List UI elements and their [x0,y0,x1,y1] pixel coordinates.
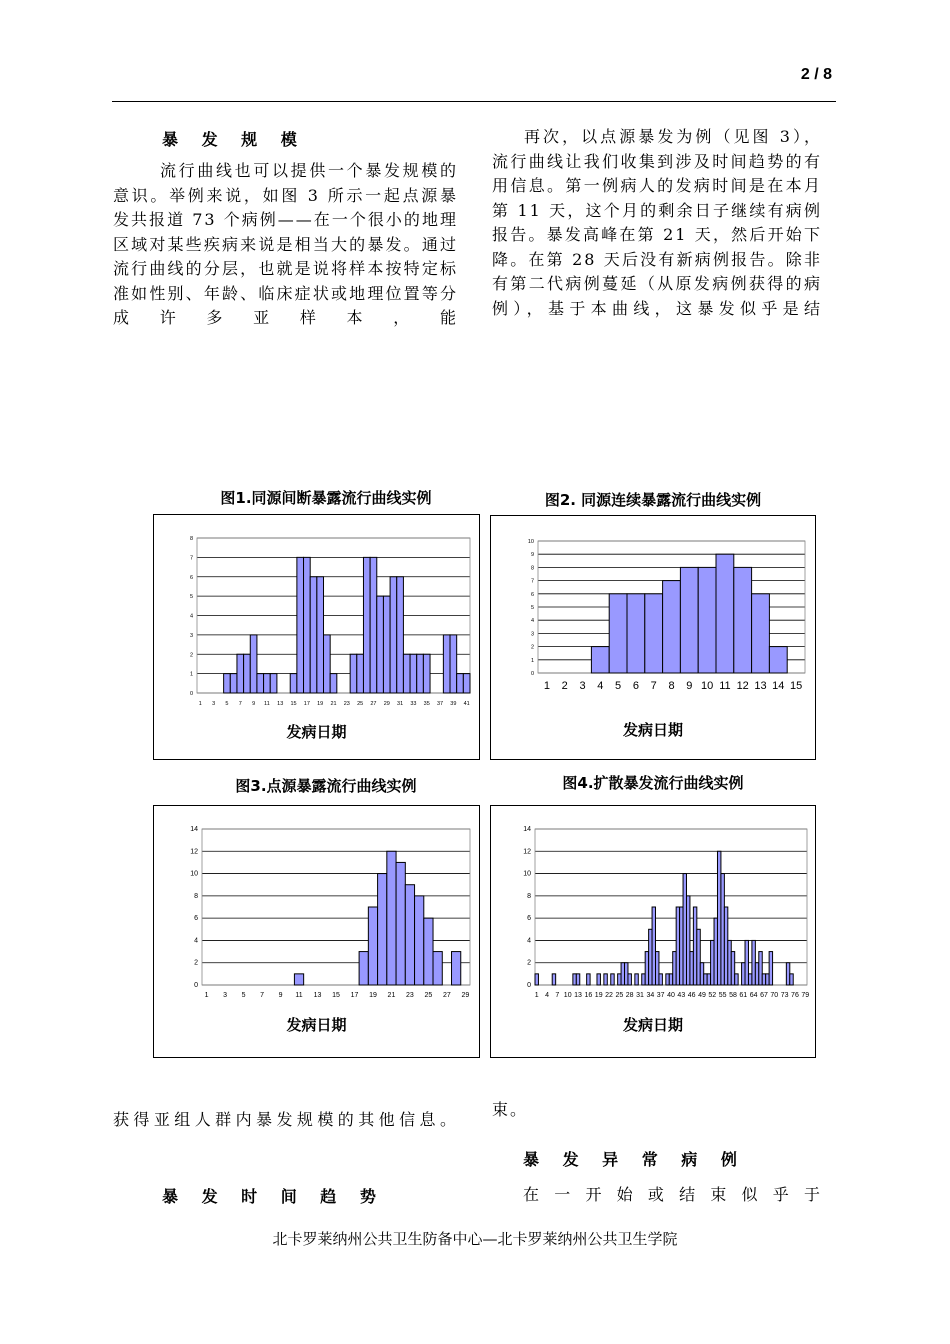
bar [759,952,762,985]
heading-outbreak-size: 暴 发 规 模 [162,130,306,149]
x-tick-label: 11 [719,680,731,692]
x-tick-label: 8 [668,680,675,692]
bar [433,952,442,985]
y-tick-label: 5 [189,594,193,601]
bar [659,974,662,985]
x-tick-label: 10 [700,680,714,692]
chart-title-2: 图2. 同源连续暴露流行曲线实例 [544,491,762,509]
y-tick-label: 8 [189,536,193,542]
chart-4-xlabel: 发病日期 [622,1016,683,1034]
bar [731,952,734,985]
heading-time-trend: 暴 发 时 间 趋 势 [162,1187,385,1206]
x-tick-label: 76 [791,992,799,999]
x-tick-label: 22 [605,992,613,999]
x-tick-label: 25 [357,701,364,707]
bar [415,896,424,985]
x-tick-label: 15 [290,701,297,707]
bar [573,974,576,985]
bar [676,907,679,985]
x-tick-label: 1 [543,680,550,692]
bar [383,596,390,693]
x-tick-label: 70 [770,992,779,999]
x-tick-label: 7 [238,701,242,707]
bar [604,974,607,985]
x-tick-label: 4 [597,680,604,692]
bar [535,974,538,985]
bar [410,654,417,693]
x-tick-label: 39 [450,701,457,707]
bar [310,577,317,693]
x-tick-label: 37 [436,701,444,707]
bar [728,940,731,985]
x-tick-label: 49 [698,992,706,999]
x-tick-label: 19 [317,701,324,707]
header-rule [112,101,836,102]
bar [752,940,755,985]
x-tick-label: 43 [677,992,686,999]
right-paragraph-1-text: 再次，以点源暴发为例（见图 3），流行曲线让我们收集到涉及时间趋势的有用信息。第一例病人的发病时间是在本月第 11 天，这个月的剩余日子继续有病例报告。暴发高峰在第 21 天，然后开始下降。在第 28 天后没有新病例报告。除非有第二代病例蔓延（从原发病例获得的病例），基于本曲线，这暴发似乎是结 [492,127,822,318]
bar [609,594,627,673]
x-tick-label: 31 [397,701,404,707]
x-tick-label: 41 [463,701,470,707]
bar [417,654,424,693]
y-tick-label: 3 [530,631,534,638]
bar [724,907,727,985]
bar [297,557,304,693]
bar [405,885,414,985]
y-tick-label: 2 [527,959,531,967]
chart-4-plot [491,806,815,1006]
y-tick-label: 4 [189,613,193,620]
x-tick-label: 58 [729,992,737,999]
bar [697,929,700,985]
x-tick-label: 13 [574,992,582,999]
bar [673,952,676,985]
x-tick-label: 19 [594,992,603,999]
y-tick-label: 10 [523,870,531,878]
x-tick-label: 2 [561,680,568,692]
bar [742,963,745,985]
y-tick-label: 1 [189,671,193,678]
bar [663,581,681,673]
y-tick-label: 12 [190,848,198,856]
bar [324,635,331,693]
x-tick-label: 19 [369,992,377,999]
bar [704,974,707,985]
x-tick-label: 7 [260,992,265,999]
x-tick-label: 23 [406,992,414,999]
x-tick-label: 5 [615,680,622,692]
y-tick-label: 2 [189,652,193,659]
page-footer: 北卡罗莱纳州公共卫生防备中心—北卡罗莱纳州公共卫生学院 [272,1230,678,1248]
bar [734,567,752,673]
bar [680,907,683,985]
y-tick-label: 0 [194,982,198,989]
bar [698,567,716,673]
x-tick-label: 25 [424,992,433,999]
bar [611,974,614,985]
x-tick-label: 52 [708,992,717,999]
bar [359,952,368,985]
x-tick-label: 27 [442,992,451,999]
y-tick-label: 2 [530,644,534,651]
x-tick-label: 5 [241,992,246,999]
bar [290,674,297,693]
right-paragraph-3 [523,1183,822,1208]
bar [649,929,652,985]
bar [377,596,384,693]
bar [424,918,433,985]
x-tick-label: 9 [278,992,283,999]
chart-3-xlabel: 发病日期 [286,1016,347,1034]
chart-2-xlabel: 发病日期 [622,721,683,739]
chart-title-4: 图4.扩散暴发流行曲线实例 [562,774,744,792]
x-tick-label: 34 [646,992,655,999]
bar [250,635,257,693]
bar [452,952,461,985]
x-tick-label: 40 [667,992,675,999]
bar [693,907,696,985]
y-tick-label: 8 [527,892,531,900]
bar [463,674,470,693]
chart-frame-4 [490,805,816,1058]
bar [717,851,720,985]
x-tick-label: 21 [330,701,337,707]
x-tick-label: 61 [739,992,748,999]
x-tick-label: 1 [204,992,209,999]
x-tick-label: 21 [387,992,396,999]
bar [690,952,693,985]
bar [587,974,590,985]
y-tick-label: 6 [530,591,534,598]
x-tick-label: 46 [687,992,696,999]
bar [628,974,631,985]
left-paragraph-2 [113,1108,458,1133]
bar [357,654,364,693]
bar [721,874,724,985]
bar [711,940,714,985]
page-number: 2 / 8 [800,66,832,83]
x-tick-label: 14 [772,680,785,692]
x-tick-label: 23 [343,701,350,707]
y-tick-label: 8 [530,565,534,572]
bar [645,594,663,673]
x-tick-label: 28 [625,992,634,999]
right-paragraph-3-text: 在一开始或结束似乎于 [523,1185,822,1204]
bar [766,974,769,985]
bar [752,594,770,673]
x-tick-label: 17 [350,992,359,999]
bar [304,557,311,693]
x-tick-label: 13 [277,701,284,707]
chart-3-plot [154,806,479,1006]
bar [378,874,387,985]
chart-title-1: 图1.同源间断暴露流行曲线实例 [220,489,432,507]
x-tick-label: 33 [410,701,417,707]
bar [576,974,579,985]
x-tick-label: 25 [615,992,624,999]
bar [755,963,758,985]
bar [669,974,672,985]
bar [652,907,655,985]
chart-frame-3 [153,805,480,1058]
y-tick-label: 6 [527,915,531,923]
bar [317,577,324,693]
x-tick-label: 9 [252,701,256,707]
x-tick-label: 37 [656,992,665,999]
x-tick-label: 27 [370,701,377,707]
x-tick-label: 4 [545,992,550,999]
bar [635,974,638,985]
y-tick-label: 7 [530,578,534,585]
bar [552,974,555,985]
x-tick-label: 11 [264,701,270,707]
x-tick-label: 15 [332,992,340,999]
x-tick-label: 1 [534,992,539,999]
bar [264,674,271,693]
bar [257,674,264,693]
bar [390,577,397,693]
x-tick-label: 11 [295,992,303,999]
x-tick-label: 7 [555,992,560,999]
bar [224,674,231,693]
bar [230,674,237,693]
bar [656,952,659,985]
x-tick-label: 15 [789,680,803,692]
x-tick-label: 73 [780,992,789,999]
bar [683,874,686,985]
y-tick-label: 4 [530,618,534,625]
x-tick-label: 3 [212,701,216,707]
y-tick-label: 4 [527,937,531,945]
x-tick-label: 1 [198,701,202,707]
y-tick-label: 8 [194,892,198,900]
y-tick-label: 12 [523,848,531,856]
x-tick-label: 9 [686,680,693,692]
y-tick-label: 0 [189,691,193,697]
bar [666,974,669,985]
bar [237,654,244,693]
y-tick-label: 2 [194,959,198,967]
bar [707,974,710,985]
x-tick-label: 12 [736,680,749,692]
x-tick-label: 35 [423,701,430,707]
bar [786,963,789,985]
bar [790,974,793,985]
bar [735,974,738,985]
bar [387,851,396,985]
bar [443,635,450,693]
bar [330,674,337,693]
x-tick-label: 31 [636,992,644,999]
bar [621,963,624,985]
y-tick-label: 9 [530,552,534,559]
bar [762,974,765,985]
bar [680,567,698,673]
right-paragraph-1 [492,125,822,321]
bar [350,654,357,693]
bar [645,952,648,985]
x-tick-label: 29 [461,992,470,999]
x-tick-label: 55 [718,992,727,999]
bar [625,963,628,985]
y-tick-label: 0 [527,982,531,989]
chart-frame-2 [490,515,816,760]
bar [368,907,377,985]
bar [597,974,600,985]
x-tick-label: 7 [650,680,657,692]
bar [618,974,621,985]
bar [686,896,689,985]
x-tick-label: 13 [313,992,322,999]
bar [244,654,251,693]
y-tick-label: 6 [194,915,198,923]
y-tick-label: 1 [530,657,534,664]
bar [423,654,430,693]
left-paragraph-1 [113,159,458,331]
y-tick-label: 10 [527,539,534,545]
bar [403,654,410,693]
bar [716,554,734,673]
x-tick-label: 6 [632,680,639,692]
bar [396,862,405,985]
x-tick-label: 29 [383,701,390,707]
right-paragraph-2: 束。 [492,1100,529,1119]
y-tick-label: 7 [189,555,193,562]
chart-2-plot [491,516,815,713]
bar [270,674,277,693]
bar [627,594,645,673]
bar [591,647,609,673]
chart-frame-1 [153,514,480,760]
x-tick-label: 3 [223,992,228,999]
bar [700,963,703,985]
bar [769,952,772,985]
x-tick-label: 5 [225,701,229,707]
y-tick-label: 14 [523,826,531,833]
y-tick-label: 14 [190,826,198,833]
x-tick-label: 3 [579,680,586,692]
y-tick-label: 0 [530,671,534,677]
bar [397,577,404,693]
bar [714,918,717,985]
plot-border [535,829,807,985]
bar [363,557,370,693]
y-tick-label: 3 [189,632,193,639]
y-tick-label: 4 [194,937,198,945]
left-paragraph-2-text: 获得亚组人群内暴发规模的其他信息。 [113,1110,458,1129]
x-tick-label: 13 [754,680,767,692]
bar [745,940,748,985]
bar [370,557,377,693]
bar [450,635,457,693]
heading-unusual-cases: 暴 发 异 常 病 例 [523,1150,746,1169]
chart-1-plot [154,515,479,715]
bar [457,674,464,693]
y-tick-label: 6 [189,574,193,581]
left-paragraph-1-text: 流行曲线也可以提供一个暴发规模的意识。举例来说，如图 3 所示一起点源暴发共报道 73 个病例——在一个很小的地理区域对某些疾病来说是相当大的暴发。通过流行曲线的分层，也就是说将样本按特定标准如性别、年龄、临床症状或地理位置等分成许多亚样本，能 [113,161,458,327]
x-tick-label: 10 [563,992,572,999]
bar [748,974,751,985]
bar [769,647,787,673]
x-tick-label: 17 [303,701,310,707]
x-tick-label: 79 [801,992,810,999]
y-tick-label: 10 [190,870,198,878]
x-tick-label: 64 [749,992,758,999]
bar [294,974,303,985]
x-tick-label: 67 [760,992,768,999]
chart-title-3: 图3.点源暴露流行曲线实例 [235,777,417,795]
bar [642,974,645,985]
y-tick-label: 5 [530,605,534,611]
x-tick-label: 16 [584,992,593,999]
chart-1-xlabel: 发病日期 [286,723,347,741]
